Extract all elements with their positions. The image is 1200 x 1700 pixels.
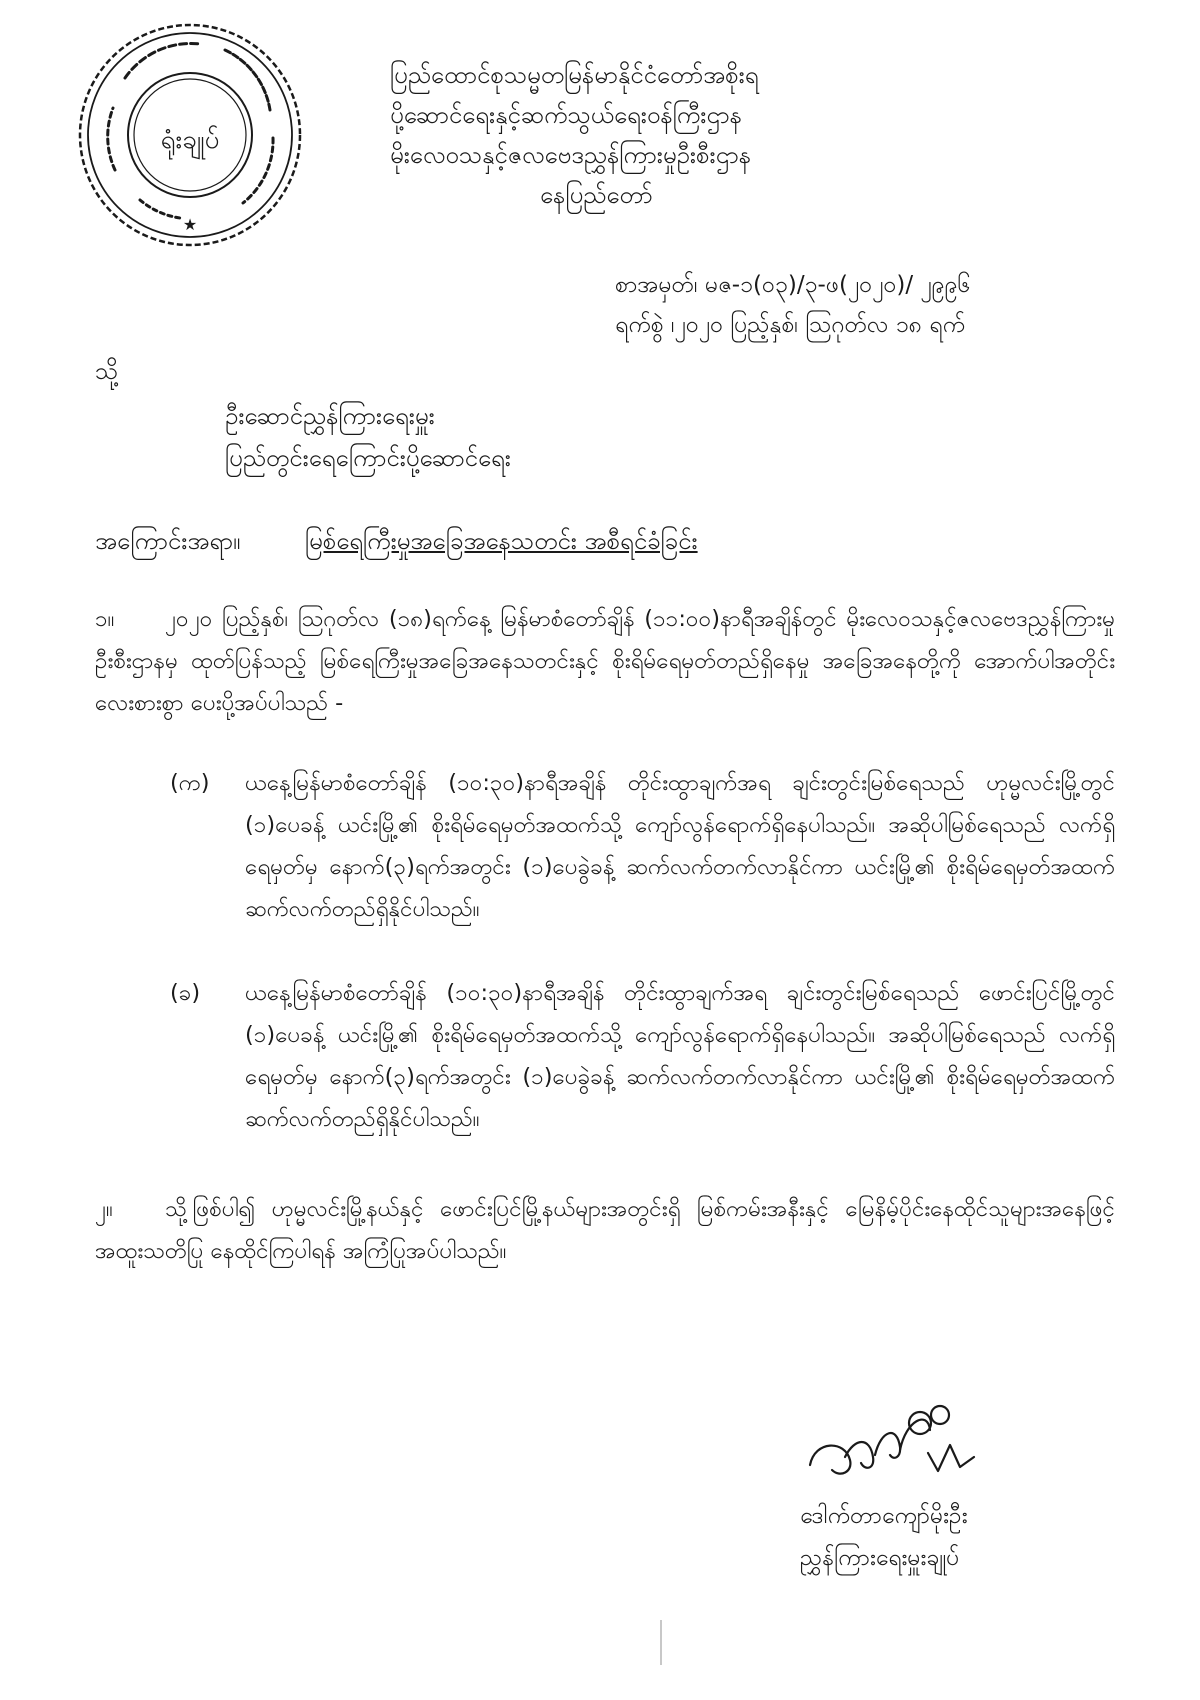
letterhead: [390, 55, 950, 215]
list-item-marker: (ခ): [170, 980, 201, 1006]
list-item-text: ယနေ့မြန်မာစံတော်ချိန် (၁၀:၃၀)နာရီအချိန် တိုင်းထွာချက်အရ ချင်းတွင်းမြစ်ရေသည် ဟုမ္မလင်းမြို့တွင် (၁)ပေခန့် ယင်းမြို့၏ စိုးရိမ်ရေမှတ်အထက်သို့ ကျော်လွန်ရောက်ရှိနေပါသည်။ အဆိုပါမြစ်ရေသည် လက်ရှိရေမှတ်မှ နောက်(၃)ရက်အတွင်း (၁)ပေခွဲခန့် ဆက်လက်တက်လာနိုင်ကာ ယင်းမြို့၏ စိုးရိမ်ရေမှတ်အထက် ဆက်လက်တည်ရှိနိုင်ပါသည်။: [245, 770, 1115, 922]
recipient-address: [225, 395, 511, 479]
subject-text: မြစ်ရေကြီးမှုအခြေအနေသတင်း အစီရင်ခံခြင်း: [305, 527, 698, 555]
signer-title: ညွှန်ကြားရေးမှူးချုပ်: [800, 1545, 960, 1571]
scan-mark: [660, 1620, 662, 1665]
list-item-text: ယနေ့မြန်မာစံတော်ချိန် (၁၀:၃၀)နာရီအချိန် တိုင်းထွာချက်အရ ချင်းတွင်းမြစ်ရေသည် ဖောင်းပြင်မြို့တွင် (၁)ပေခန့် ယင်းမြို့၏ စိုးရိမ်ရေမှတ်အထက်သို့ ကျော်လွန်ရောက်ရှိနေပါသည်။ အဆိုပါမြစ်ရေသည် လက်ရှိရေမှတ်မှ နောက်(၃)ရက်အတွင်း (၁)ပေခွဲခန့် ဆက်လက်တက်လာနိုင်ကာ ယင်းမြို့၏ စိုးရိမ်ရေမှတ်အထက် ဆက်လက်တည်ရှိနိုင်ပါသည်။: [245, 980, 1115, 1132]
paragraph-text: ၂၀၂၀ ပြည့်နှစ်၊ ဩဂုတ်လ (၁၈)ရက်နေ့ မြန်မာစံတော်ချိန် (၁၁:၀၀)နာရီအချိန်တွင် မိုးလေဝသနှင့်ဇလဗေဒညွှန်ကြားမှုဦးစီးဌာနမှ ထုတ်ပြန်သည့် မြစ်ရေကြီးမှုအခြေအနေသတင်းနှင့် စိုးရိမ်ရေမှတ်တည်ရှိနေမှု အခြေအနေတို့ကို အောက်ပါအတိုင်း လေးစားစွာ ပေးပို့အပ်ပါသည် -: [95, 606, 1115, 716]
paragraph-1: [95, 598, 1115, 724]
letterhead-government: ပြည်ထောင်စုသမ္မတမြန်မာနိုင်ငံတော်အစိုးရ: [390, 61, 759, 89]
paragraph-number: ၁။: [95, 606, 115, 632]
letterhead-ministry: ပို့ဆောင်ရေးနှင့်ဆက်သွယ်ရေးဝန်ကြီးဌာန: [390, 101, 742, 129]
handwritten-signature: [800, 1395, 980, 1485]
to-label: သို့: [95, 357, 119, 385]
official-seal: [75, 20, 305, 250]
signer-name: ဒေါက်တာကျော်မိုးဦး: [800, 1503, 968, 1529]
subject-line: [95, 525, 698, 561]
letter-date: ရက်စွဲ ၊၂၀၂၀ ပြည့်နှစ်၊ ဩဂုတ်လ ၁၈ ရက်: [615, 312, 965, 338]
paragraph-number: ၂။: [95, 1196, 113, 1222]
reference-block: [615, 265, 1175, 345]
list-item: [170, 762, 1115, 930]
paragraph-text: သို့ဖြစ်ပါ၍ ဟုမ္မလင်းမြို့နယ်နှင့် ဖောင်းပြင်မြို့နယ်များအတွင်းရှိ မြစ်ကမ်းအနီးနှင့် မြေနိမ့်ပိုင်းနေထိုင်သူများအနေဖြင့် အထူးသတိပြု နေထိုင်ကြပါရန် အကြံပြုအပ်ပါသည်။: [95, 1196, 1115, 1264]
signer-block: [800, 1495, 968, 1579]
recipient-organization: ပြည်တွင်းရေကြောင်းပို့ဆောင်ရေး: [225, 444, 511, 472]
list-item: [170, 972, 1115, 1140]
seal-center-text: ရုံးချုပ်: [160, 125, 220, 155]
paragraph-2: [95, 1188, 1115, 1272]
letterhead-department: မိုးလေဝသနှင့်ဇလဗေဒညွှန်ကြားမှုဦးစီးဌာန: [390, 141, 752, 169]
list-item-marker: (က): [170, 770, 210, 796]
recipient-title: ဦးဆောင်ညွှန်ကြားရေးမှူး: [225, 402, 435, 430]
star-icon: ★: [182, 215, 198, 234]
subject-label: အကြောင်းအရာ။: [95, 527, 241, 555]
letterhead-city: နေပြည်တော်: [540, 181, 653, 209]
reference-number: စာအမှတ်၊ မဇ-၁(၀၃)/၃-ဖ(၂၀၂၀)/ ၂၉၉၆: [615, 272, 971, 298]
